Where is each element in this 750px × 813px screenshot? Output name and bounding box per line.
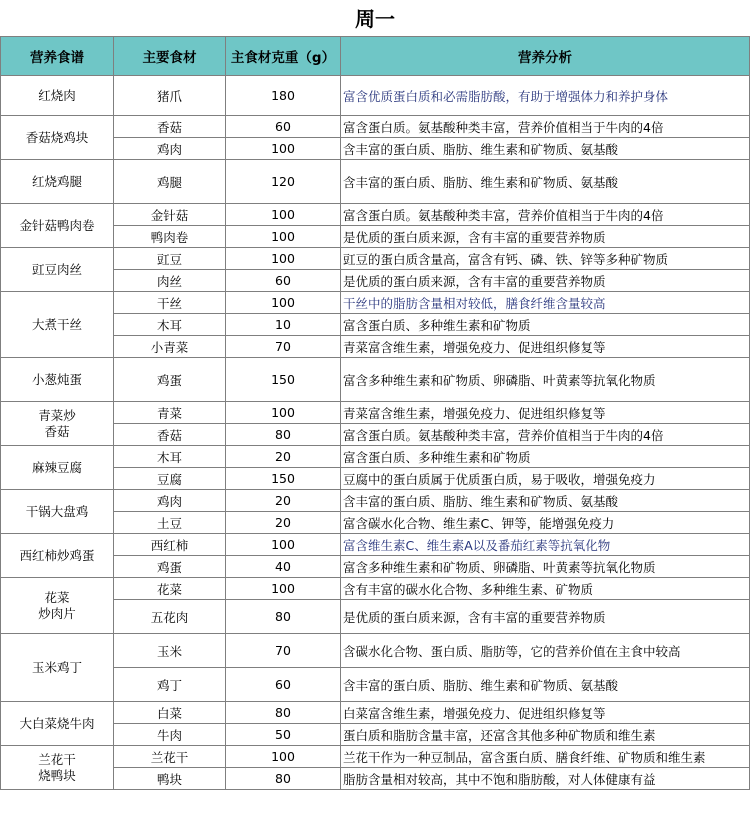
dish-name xyxy=(1,446,114,490)
analysis-cell: 富含优质蛋白质和必需脂肪酸，有助于增强体力和养护身体 xyxy=(341,76,750,116)
menu-table xyxy=(0,36,750,790)
analysis-cell: 富含碳水化合物、维生素C、钾等，能增强免疫力 xyxy=(341,512,750,534)
table-row xyxy=(1,768,750,790)
dish-name-line: 金针菇鸭肉卷 xyxy=(19,217,95,233)
analysis-cell: 是优质的蛋白质来源，含有丰富的重要营养物质 xyxy=(341,600,750,634)
weight-cell: 100 xyxy=(226,578,341,600)
table-row xyxy=(1,634,750,668)
table-row xyxy=(1,668,750,702)
weight-cell: 100 xyxy=(226,746,341,768)
ingredient-cell: 白菜 xyxy=(114,702,226,724)
weight-cell: 100 xyxy=(226,248,341,270)
dish-name xyxy=(1,358,114,402)
table-row xyxy=(1,76,750,116)
dish-name-line: 豇豆肉丝 xyxy=(31,261,82,277)
header-row xyxy=(1,37,750,76)
table-row xyxy=(1,468,750,490)
weight-cell: 80 xyxy=(226,600,341,634)
weight-cell: 80 xyxy=(226,768,341,790)
table-row xyxy=(1,746,750,768)
table-row xyxy=(1,292,750,314)
ingredient-cell: 鸭块 xyxy=(114,768,226,790)
menu-body xyxy=(1,76,750,790)
analysis-cell: 含丰富的蛋白质、脂肪、维生素和矿物质、氨基酸 xyxy=(341,668,750,702)
table-row xyxy=(1,270,750,292)
weight-cell: 100 xyxy=(226,226,341,248)
dish-name xyxy=(1,746,114,790)
ingredient-cell: 猪爪 xyxy=(114,76,226,116)
analysis-cell: 兰花干作为一种豆制品，富含蛋白质、膳食纤维、矿物质和维生素 xyxy=(341,746,750,768)
table-row xyxy=(1,358,750,402)
weight-cell: 20 xyxy=(226,490,341,512)
table-row xyxy=(1,534,750,556)
ingredient-cell: 五花肉 xyxy=(114,600,226,634)
table-row xyxy=(1,702,750,724)
header-ingredient: 主要食材 xyxy=(114,37,226,76)
weight-cell: 60 xyxy=(226,668,341,702)
dish-name-line: 麻辣豆腐 xyxy=(31,459,82,475)
weight-cell: 100 xyxy=(226,402,341,424)
weight-cell: 100 xyxy=(226,204,341,226)
header-weight: 主食材克重（g） xyxy=(226,37,341,76)
page-title: 周一 xyxy=(355,7,395,31)
analysis-cell: 白菜富含维生素，增强免疫力、促进组织修复等 xyxy=(341,702,750,724)
dish-name xyxy=(1,534,114,578)
analysis-cell: 富含蛋白质、多种维生素和矿物质 xyxy=(341,446,750,468)
analysis-cell: 是优质的蛋白质来源，含有丰富的重要营养物质 xyxy=(341,226,750,248)
ingredient-cell: 鸡腿 xyxy=(114,160,226,204)
ingredient-cell: 香菇 xyxy=(114,116,226,138)
analysis-cell: 青菜富含维生素，增强免疫力、促进组织修复等 xyxy=(341,336,750,358)
analysis-cell: 富含维生素C、维生素A以及番茄红素等抗氧化物 xyxy=(341,534,750,556)
dish-name-line: 香菇 xyxy=(44,423,70,439)
table-row xyxy=(1,424,750,446)
analysis-cell: 干丝中的脂肪含量相对较低，膳食纤维含量较高 xyxy=(341,292,750,314)
analysis-cell: 含有丰富的碳水化合物、多种维生素、矿物质 xyxy=(341,578,750,600)
ingredient-cell: 鸡蛋 xyxy=(114,556,226,578)
dish-name xyxy=(1,292,114,358)
analysis-cell: 含丰富的蛋白质、脂肪、维生素和矿物质、氨基酸 xyxy=(341,160,750,204)
ingredient-cell: 鸡丁 xyxy=(114,668,226,702)
dish-name-line: 兰花干 xyxy=(38,751,76,767)
ingredient-cell: 木耳 xyxy=(114,446,226,468)
table-row xyxy=(1,578,750,600)
table-row xyxy=(1,556,750,578)
weight-cell: 150 xyxy=(226,468,341,490)
ingredient-cell: 鸡肉 xyxy=(114,138,226,160)
analysis-cell: 蛋白质和脂肪含量丰富，还富含其他多种矿物质和维生素 xyxy=(341,724,750,746)
table-row xyxy=(1,116,750,138)
analysis-cell: 富含蛋白质。氨基酸种类丰富，营养价值相当于牛肉的4倍 xyxy=(341,424,750,446)
dish-name xyxy=(1,76,114,116)
dish-name-line: 红烧鸡腿 xyxy=(31,173,82,189)
dish-name-line: 大白菜烧牛肉 xyxy=(19,715,95,731)
dish-name xyxy=(1,634,114,702)
ingredient-cell: 鸡肉 xyxy=(114,490,226,512)
weight-cell: 100 xyxy=(226,534,341,556)
weight-cell: 60 xyxy=(226,116,341,138)
analysis-cell: 富含多种维生素和矿物质、卵磷脂、叶黄素等抗氧化物质 xyxy=(341,556,750,578)
ingredient-cell: 牛肉 xyxy=(114,724,226,746)
weight-cell: 10 xyxy=(226,314,341,336)
analysis-cell: 含碳水化合物、蛋白质、脂肪等，它的营养价值在主食中较高 xyxy=(341,634,750,668)
dish-name xyxy=(1,116,114,160)
dish-name-line: 花菜 xyxy=(44,589,70,605)
header-analysis: 营养分析 xyxy=(341,37,750,76)
table-row xyxy=(1,336,750,358)
ingredient-cell: 土豆 xyxy=(114,512,226,534)
analysis-cell: 富含蛋白质。氨基酸种类丰富，营养价值相当于牛肉的4倍 xyxy=(341,116,750,138)
ingredient-cell: 小青菜 xyxy=(114,336,226,358)
analysis-cell: 含丰富的蛋白质、脂肪、维生素和矿物质、氨基酸 xyxy=(341,490,750,512)
table-row xyxy=(1,402,750,424)
weight-cell: 70 xyxy=(226,336,341,358)
weight-cell: 180 xyxy=(226,76,341,116)
analysis-cell: 青菜富含维生素，增强免疫力、促进组织修复等 xyxy=(341,402,750,424)
dish-name xyxy=(1,204,114,248)
table-row xyxy=(1,160,750,204)
dish-name-line: 玉米鸡丁 xyxy=(31,659,82,675)
ingredient-cell: 木耳 xyxy=(114,314,226,336)
table-row xyxy=(1,446,750,468)
dish-name xyxy=(1,702,114,746)
table-row xyxy=(1,226,750,248)
table-row xyxy=(1,724,750,746)
ingredient-cell: 兰花干 xyxy=(114,746,226,768)
ingredient-cell: 鸡蛋 xyxy=(114,358,226,402)
analysis-cell: 是优质的蛋白质来源，含有丰富的重要营养物质 xyxy=(341,270,750,292)
dish-name-line: 小葱炖蛋 xyxy=(31,371,82,387)
dish-name xyxy=(1,248,114,292)
dish-name xyxy=(1,402,114,446)
ingredient-cell: 金针菇 xyxy=(114,204,226,226)
table-row xyxy=(1,204,750,226)
analysis-cell: 豇豆的蛋白质含量高，富含有钙、磷、铁、锌等多种矿物质 xyxy=(341,248,750,270)
dish-name-line: 干锅大盘鸡 xyxy=(25,503,89,519)
header-recipe: 营养食谱 xyxy=(1,37,114,76)
weight-cell: 100 xyxy=(226,292,341,314)
dish-name-line: 青菜炒 xyxy=(38,407,76,423)
weight-cell: 120 xyxy=(226,160,341,204)
analysis-cell: 富含蛋白质。氨基酸种类丰富，营养价值相当于牛肉的4倍 xyxy=(341,204,750,226)
table-row xyxy=(1,512,750,534)
dish-name-line: 炒肉片 xyxy=(38,605,76,621)
dish-name-line: 烧鸭块 xyxy=(38,767,76,783)
ingredient-cell: 玉米 xyxy=(114,634,226,668)
ingredient-cell: 豇豆 xyxy=(114,248,226,270)
ingredient-cell: 鸭肉卷 xyxy=(114,226,226,248)
weight-cell: 70 xyxy=(226,634,341,668)
dish-name-line: 西红柿炒鸡蛋 xyxy=(19,547,95,563)
ingredient-cell: 豆腐 xyxy=(114,468,226,490)
dish-name xyxy=(1,578,114,634)
table-row xyxy=(1,138,750,160)
dish-name-line: 香菇烧鸡块 xyxy=(25,129,89,145)
ingredient-cell: 西红柿 xyxy=(114,534,226,556)
analysis-cell: 豆腐中的蛋白质属于优质蛋白质，易于吸收，增强免疫力 xyxy=(341,468,750,490)
weight-cell: 80 xyxy=(226,424,341,446)
weight-cell: 80 xyxy=(226,702,341,724)
analysis-cell: 富含蛋白质、多种维生素和矿物质 xyxy=(341,314,750,336)
dish-name xyxy=(1,490,114,534)
weight-cell: 150 xyxy=(226,358,341,402)
weight-cell: 20 xyxy=(226,446,341,468)
table-row xyxy=(1,314,750,336)
analysis-cell: 脂肪含量相对较高，其中不饱和脂肪酸，对人体健康有益 xyxy=(341,768,750,790)
weight-cell: 20 xyxy=(226,512,341,534)
dish-name-line: 红烧肉 xyxy=(38,87,76,103)
dish-name xyxy=(1,160,114,204)
weight-cell: 50 xyxy=(226,724,341,746)
ingredient-cell: 干丝 xyxy=(114,292,226,314)
table-row xyxy=(1,600,750,634)
ingredient-cell: 花菜 xyxy=(114,578,226,600)
ingredient-cell: 肉丝 xyxy=(114,270,226,292)
dish-name-line: 大煮干丝 xyxy=(31,316,82,332)
weight-cell: 60 xyxy=(226,270,341,292)
analysis-cell: 富含多种维生素和矿物质、卵磷脂、叶黄素等抗氧化物质 xyxy=(341,358,750,402)
weight-cell: 100 xyxy=(226,138,341,160)
table-row xyxy=(1,490,750,512)
ingredient-cell: 香菇 xyxy=(114,424,226,446)
table-row xyxy=(1,248,750,270)
analysis-cell: 含丰富的蛋白质、脂肪、维生素和矿物质、氨基酸 xyxy=(341,138,750,160)
ingredient-cell: 青菜 xyxy=(114,402,226,424)
weight-cell: 40 xyxy=(226,556,341,578)
